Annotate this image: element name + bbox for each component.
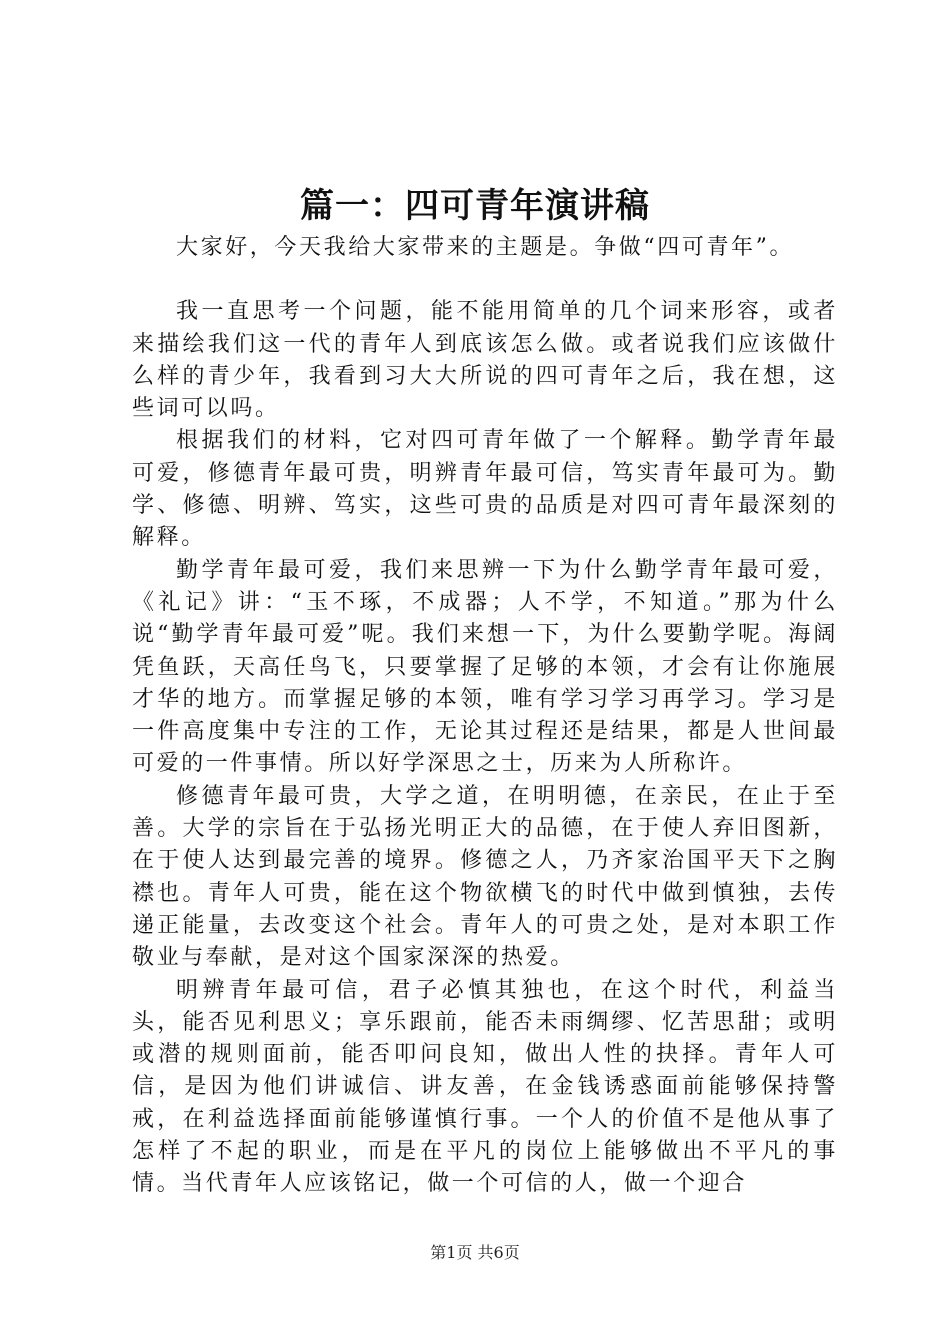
paragraph-intro: 我一直思考一个问题，能不能用简单的几个词来形容，或者来描绘我们这一代的青年人到底该怎么做。或者说我们应该做什么样的青少年，我看到习大大所说的四可青年之后，我在想，这些词可以吗。	[132, 299, 838, 422]
paragraph-definition: 根据我们的材料，它对四可青年做了一个解释。勤学青年最可爱，修德青年最可贵，明辨青年最可信，笃实青年最可为。勤学、修德、明辨、笃实，这些可贵的品质是对四可青年最深刻的解释。	[132, 428, 838, 551]
page-title: 篇一：四可青年演讲稿	[300, 186, 650, 226]
paragraph-greeting: 大家好，今天我给大家带来的主题是。争做“四可青年”。	[176, 235, 795, 260]
document-body	[132, 232, 838, 1201]
paragraph-moral-cultivation: 修德青年最可贵，大学之道，在明明德，在亲民，在止于至善。大学的宗旨在于弘扬光明正大的品德，在于使人弃旧图新，在于使人达到最完善的境界。修德之人，乃齐家治国平天下之胸襟也。青年人可贵，能在这个物欲横飞的时代中做到慎独，去传递正能量，去改变这个社会。青年人的可贵之处，是对本职工作敬业与奉献，是对这个国家深深的热爱。	[132, 783, 838, 971]
paragraph-diligent-study: 勤学青年最可爱，我们来思辨一下为什么勤学青年最可爱，《礼记》讲：“玉不琢，不成器；人不学，不知道。”那为什么说“勤学青年最可爱”呢。我们来想一下，为什么要勤学呢。海阔凭鱼跃，天高任鸟飞，只要掌握了足够的本领，才会有让你施展才华的地方。而掌握足够的本领，唯有学习学习再学习。学习是一件高度集中专注的工作，无论其过程还是结果，都是人世间最可爱的一件事情。所以好学深思之士，历来为人所称许。	[132, 557, 838, 777]
page-number-footer: 第1页 共6页	[430, 1243, 520, 1262]
paragraph-discernment: 明辨青年最可信，君子必慎其独也，在这个时代，利益当头，能否见利思义；享乐跟前，能否未雨绸缪、忆苦思甜；或明或潜的规则面前，能否叩问良知，做出人性的抉择。青年人可信，是因为他们讲诚信、讲友善，在金钱诱惑面前能够保持警戒，在利益选择面前能够谨慎行事。一个人的价值不是他从事了怎样了不起的职业，而是在平凡的岗位上能够做出不平凡的事情。当代青年人应该铭记，做一个可信的人，做一个迎合	[132, 977, 838, 1197]
